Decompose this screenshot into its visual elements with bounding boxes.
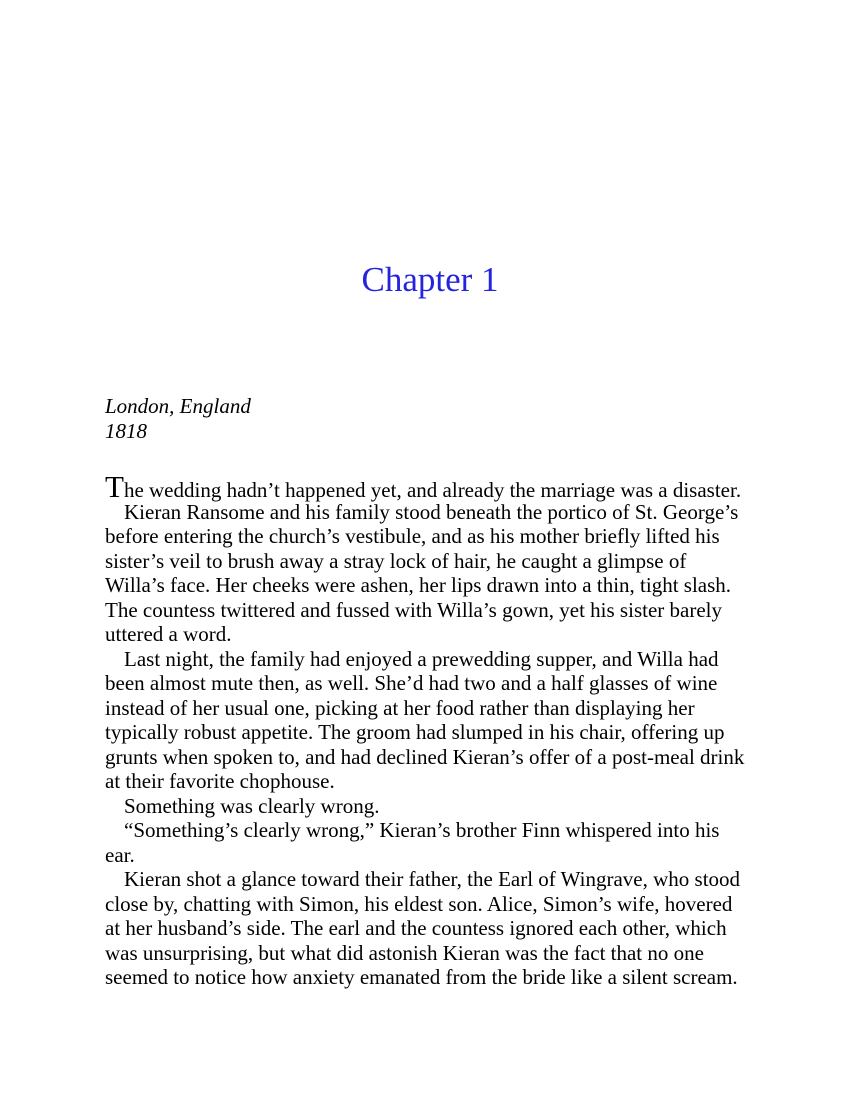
chapter-body	[105, 469, 790, 990]
text-line: was unsurprising, but what did astonish Kieran was the fact that no one	[105, 940, 704, 965]
chapter-title: Chapter 1	[361, 260, 499, 299]
text-line: “Something’s clearly wrong,” Kieran’s brother Finn whispered into his	[124, 818, 720, 842]
text-line: Willa’s face. Her cheeks were ashen, her lips drawn into a thin, tight slash.	[105, 573, 732, 597]
scene-location: London, England	[105, 394, 251, 418]
text-line: been almost mute then, as well. She’d had two and a half glasses of wine	[105, 671, 718, 695]
text-line: Last night, the family had enjoyed a prewedding supper, and Willa had	[124, 646, 719, 671]
text-line: seemed to notice how anxiety emanated from the bride like a silent scream.	[105, 965, 738, 989]
text-line: at their favorite chophouse.	[105, 769, 335, 793]
text-line: before entering the church’s vestibule, and as his mother briefly lifted his	[105, 524, 720, 548]
text-line: close by, chatting with Simon, his eldest son. Alice, Simon’s wife, hovered	[105, 891, 733, 916]
text-line: grunts when spoken to, and had declined Kieran’s offer of a post-meal drink	[105, 744, 745, 769]
scene-year: 1818	[105, 418, 147, 443]
initial-drop-cap: T	[105, 469, 124, 504]
paragraph	[105, 867, 790, 990]
scene-setting	[105, 394, 251, 443]
text-line: Something was clearly wrong.	[124, 793, 380, 818]
text-line: uttered a word.	[105, 622, 232, 646]
paragraph	[105, 794, 790, 819]
paragraph	[105, 818, 790, 867]
text-line: The wedding hadn’t happened yet, and already the marriage was a disaster.	[105, 469, 742, 504]
text-line: The countess twittered and fussed with Willa’s gown, yet his sister barely	[105, 597, 722, 622]
text-line: instead of her usual one, picking at her food rather than displaying her	[105, 695, 695, 720]
text-line: Kieran Ransome and his family stood beneath the portico of St. George’s	[124, 499, 739, 524]
paragraph	[105, 469, 790, 504]
paragraph	[105, 647, 790, 794]
text-line: sister’s veil to brush away a stray lock of hair, he caught a glimpse of	[105, 548, 687, 573]
paragraph	[105, 500, 790, 647]
text-line: ear.	[105, 842, 135, 867]
text-line: Kieran shot a glance toward their father, the Earl of Wingrave, who stood	[124, 867, 741, 891]
text-line: at her husband’s side. The earl and the countess ignored each other, which	[105, 916, 727, 940]
text-line: typically robust appetite. The groom had slumped in his chair, offering up	[105, 720, 725, 744]
